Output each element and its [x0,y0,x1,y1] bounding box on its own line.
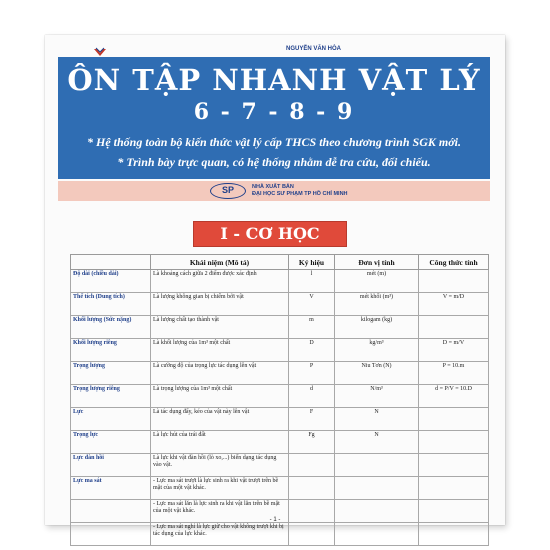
unit-cell [335,523,419,546]
publisher-line-1: NHÀ XUẤT BẢN [252,184,294,190]
unit-cell: N/m³ [335,385,419,408]
term-cell: Lực đàn hồi [71,454,151,477]
unit-cell: N [335,408,419,431]
table-row [71,523,489,546]
symbol-cell: V [289,293,335,316]
concept-cell: Là lực khi vật đàn hồi (lò xo,...) biến dạng tác dụng vào vật. [151,454,289,477]
header-concept: Khái niệm (Mô tả) [151,255,289,270]
term-cell: Lực ma sát [71,477,151,500]
concept-cell: - Lực ma sát nghỉ là lực giữ cho vật không trượt khi bị tác dụng của lực khác. [151,523,289,546]
table-row [71,316,489,339]
top-strip [59,43,491,55]
term-cell: Trọng lực [71,431,151,454]
concept-cell: Là tác dụng đẩy, kéo của vật này lên vật [151,408,289,431]
formula-cell: V = m/D [419,293,489,316]
publisher-band [58,181,490,201]
book-title: ÔN TẬP NHANH VẬT LÝ [67,63,481,97]
publisher-line-2: ĐẠI HỌC SƯ PHẠM TP HỒ CHÍ MINH [252,191,348,197]
unit-cell [335,454,419,477]
formula-cell [419,454,489,477]
formula-cell: P = 10.m [419,362,489,385]
header-unit: Đơn vị tính [335,255,419,270]
unit-cell: Niu Tơn (N) [335,362,419,385]
term-cell [71,523,151,546]
description-line-2: * Trình bày trực quan, có hệ thống nhằm dễ tra cứu, đối chiếu. [117,155,431,169]
symbol-cell: m [289,316,335,339]
page-number: - 1 - [269,517,281,523]
unit-cell: N [335,431,419,454]
formula-cell [419,477,489,500]
concept-cell: - Lực ma sát trượt là lực sinh ra khi vật trượt trên bề mặt của một vật khác. [151,477,289,500]
book-logo-icon [93,47,107,57]
table-row [71,293,489,316]
symbol-cell: l [289,270,335,293]
grade-levels: 6 - 7 - 8 - 9 [193,99,355,125]
symbol-cell: d [289,385,335,408]
formula-cell: d = P/V = 10.D [419,385,489,408]
unit-cell: kilogam (kg) [335,316,419,339]
term-cell: Độ dài (chiều dài) [71,270,151,293]
symbol-cell [289,523,335,546]
term-cell: Trọng lượng riêng [71,385,151,408]
unit-cell: mét (m) [335,270,419,293]
concept-cell: Là khối lượng của 1m³ một chất [151,339,289,362]
table-row [71,477,489,500]
table-body [71,270,489,546]
formula-cell: D = m/V [419,339,489,362]
publisher-text [252,184,348,198]
concept-cell: Là khoảng cách giữa 2 điểm được xác định [151,270,289,293]
concept-cell: Là trọng lượng của 1m³ một chất [151,385,289,408]
unit-cell [335,477,419,500]
concept-cell: Là cường độ của trọng lực tác dụng lên vật [151,362,289,385]
term-cell: Khối lượng (Sức nặng) [71,316,151,339]
table-header-row [71,255,489,270]
formula-cell [419,408,489,431]
concept-cell: - Lực ma sát lăn là lực sinh ra khi vật lăn trên bề mặt của một vật khác. [151,500,289,523]
formula-cell [419,270,489,293]
header-term [71,255,151,270]
term-cell: Thể tích (Dung tích) [71,293,151,316]
symbol-cell: P [289,362,335,385]
concept-cell: Là lượng không gian bị chiếm bởi vật [151,293,289,316]
symbol-cell: D [289,339,335,362]
formula-cell [419,431,489,454]
table-row [71,339,489,362]
header-formula: Công thức tính [419,255,489,270]
section-title: I - CƠ HỌC [193,221,347,247]
table-row [71,362,489,385]
description-line-1: * Hệ thống toàn bộ kiến thức vật lý cấp THCS theo chương trình SGK mới. [87,135,461,149]
symbol-cell: Fg [289,431,335,454]
book-page [45,35,505,537]
publisher-logo: SP [210,183,246,199]
term-cell: Khối lượng riêng [71,339,151,362]
physics-table [70,254,489,546]
unit-cell: mét khối (m³) [335,293,419,316]
formula-cell [419,316,489,339]
symbol-cell: F [289,408,335,431]
table-row [71,454,489,477]
concept-cell: Là lực hút của trái đất [151,431,289,454]
header-symbol: Ký hiệu [289,255,335,270]
table-row [71,408,489,431]
term-cell: Trọng lượng [71,362,151,385]
unit-cell: kg/m³ [335,339,419,362]
term-cell: Lực [71,408,151,431]
symbol-cell [289,454,335,477]
concept-cell: Là lượng chất tạo thành vật [151,316,289,339]
symbol-cell [289,477,335,500]
author-name: NGUYỄN VĂN HÒA [285,46,341,52]
table-row [71,385,489,408]
table-row [71,270,489,293]
title-banner [58,57,490,179]
formula-cell [419,523,489,546]
table-row [71,431,489,454]
